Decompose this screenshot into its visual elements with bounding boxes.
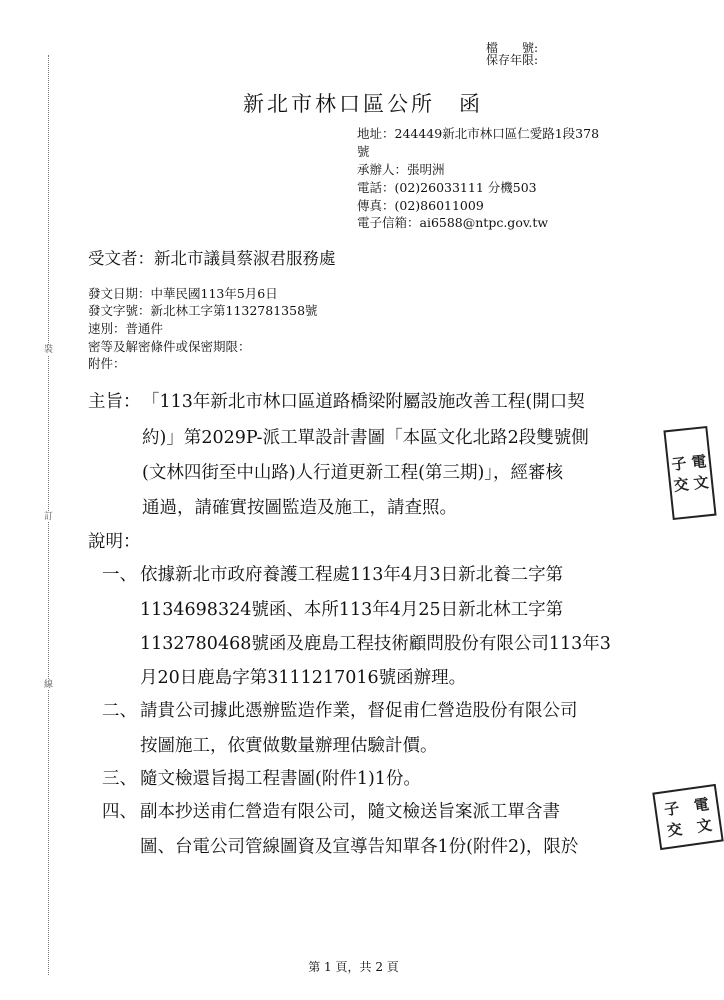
page-footer: 第 1 頁，共 2 頁 bbox=[308, 960, 399, 974]
subject-line: (文林四街至中山路)人行道更新工程(第三期)」，經審核 bbox=[142, 463, 564, 483]
electronic-document-stamp: 子 電 交 文 bbox=[652, 784, 723, 850]
item-line: 1134698324號函、本所113年4月25日新北林工字第 bbox=[140, 600, 564, 620]
address: 地址：244449新北市林口區仁愛路1段378 bbox=[357, 126, 600, 141]
margin-mark-staple: 訂 bbox=[44, 512, 54, 522]
item-line: 隨文檢還旨揭工程書圖(附件1)1份。 bbox=[140, 769, 421, 789]
phone: 電話：(02)26033111 分機503 bbox=[357, 180, 537, 195]
item-line: 請貴公司據此憑辦監造作業，督促甫仁營造股份有限公司 bbox=[140, 701, 578, 721]
margin-mark-line: 線 bbox=[44, 680, 54, 690]
item-line: 副本抄送甫仁營造有限公司，隨文檢送旨案派工單含書 bbox=[140, 802, 560, 822]
fax: 傳真：(02)86011009 bbox=[357, 198, 484, 213]
item-number: 二、 bbox=[102, 701, 137, 721]
secrecy-level: 密等及解密條件或保密期限： bbox=[88, 339, 251, 354]
item-number: 三、 bbox=[102, 769, 137, 789]
file-number-label: 檔 號: bbox=[486, 41, 539, 55]
margin-mark-bind: 裝 bbox=[44, 345, 54, 355]
subject-line: 通過，請確實按圖監造及施工，請查照。 bbox=[142, 498, 457, 518]
retention-period-label: 保存年限: bbox=[486, 53, 539, 67]
item-number: 四、 bbox=[102, 802, 137, 822]
subject-line: 「113年新北市林口區道路橋梁附屬設施改善工程(開口契 bbox=[142, 392, 585, 412]
item-line: 依據新北市政府養護工程處113年4月3日新北養二字第 bbox=[140, 565, 564, 585]
item-number: 一、 bbox=[102, 565, 137, 585]
subject-label: 主旨： bbox=[88, 392, 141, 412]
electronic-document-stamp: 子 電 交 文 bbox=[663, 426, 716, 520]
address-continued: 號 bbox=[357, 144, 370, 159]
item-line: 按圖施工，依實做數量辦理估驗計價。 bbox=[140, 736, 438, 756]
document-title: 新北市林口區公所 函 bbox=[243, 92, 483, 116]
explanation-label: 說明： bbox=[88, 532, 141, 552]
recipient: 受文者：新北市議員蔡淑君服務處 bbox=[88, 249, 336, 268]
email: 電子信箱：ai6588@ntpc.gov.tw bbox=[357, 215, 549, 230]
dispatch-date: 發文日期：中華民國113年5月6日 bbox=[88, 286, 278, 301]
document-number: 發文字號：新北林工字第1132781358號 bbox=[88, 303, 318, 318]
subject-line: 約)」第2029P-派工單設計書圖「本區文化北路2段雙號側 bbox=[142, 428, 589, 448]
item-line: 圖、台電公司管線圖資及宣導告知單各1份(附件2)，限於 bbox=[140, 837, 579, 857]
item-line: 1132780468號函及鹿島工程技術顧問股份有限公司113年3 bbox=[140, 634, 611, 654]
item-line: 月20日鹿島字第3111217016號函辦理。 bbox=[140, 668, 467, 688]
speed-class: 速別：普通件 bbox=[88, 321, 164, 336]
attachment: 附件： bbox=[88, 356, 126, 371]
officer: 承辦人：張明洲 bbox=[357, 162, 445, 177]
